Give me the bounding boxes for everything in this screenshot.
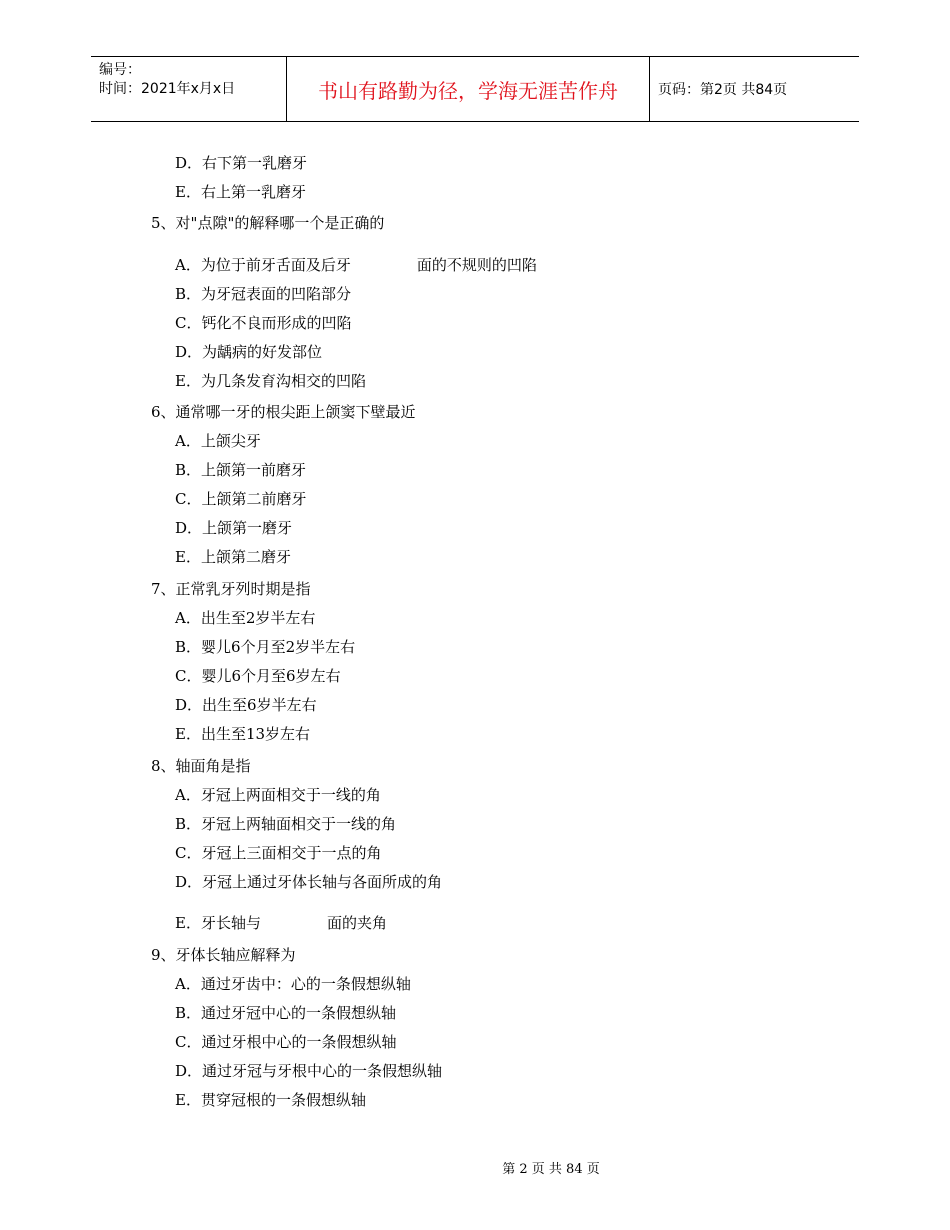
answer-option: [175, 609, 315, 627]
answer-option: [175, 183, 306, 201]
answer-option: [175, 696, 317, 714]
line-text: A．牙冠上两面相交于一线的角: [175, 786, 381, 804]
question-stem: [151, 580, 311, 598]
answer-option: [175, 975, 411, 993]
line-text-continued: 面的不规则的凹陷: [416, 256, 537, 274]
line-text: E．为几条发育沟相交的凹陷: [175, 372, 366, 390]
line-text: C．通过牙根中心的一条假想纵轴: [175, 1033, 397, 1051]
line-text: E．右上第一乳磨牙: [175, 183, 306, 201]
line-text: A．上颌尖牙: [175, 432, 261, 450]
line-text: D．牙冠上通过牙体长轴与各面所成的角: [175, 873, 443, 891]
line-text: D．通过牙冠与牙根中心的一条假想纵轴: [175, 1062, 443, 1080]
answer-option: [175, 725, 310, 743]
answer-option: [175, 914, 387, 932]
line-text: E．出生至13岁左右: [175, 725, 311, 743]
page-header: [91, 56, 859, 122]
line-text: B．牙冠上两轴面相交于一线的角: [175, 815, 397, 833]
header-page-code: 页码：第2页 共84页: [658, 82, 788, 98]
line-text: D．出生至6岁半左右: [175, 696, 317, 714]
answer-option: [175, 432, 261, 450]
answer-option: [175, 343, 322, 361]
line-text: C．钙化不良而形成的凹陷: [175, 314, 352, 332]
document-number-label: 编号：: [99, 62, 141, 78]
answer-option: [175, 372, 366, 390]
line-text: D．为龋病的好发部位: [175, 343, 323, 361]
line-text: 7、正常乳牙列时期是指: [151, 580, 311, 598]
line-text: B．为牙冠表面的凹陷部分: [175, 285, 352, 303]
answer-option: [175, 154, 307, 172]
document-time-label: 时间：2021年x月x日: [99, 81, 236, 97]
question-stem: [151, 214, 384, 232]
line-text: B．通过牙冠中心的一条假想纵轴: [175, 1004, 397, 1022]
line-text: B．上颌第一前磨牙: [175, 461, 307, 479]
page-footer: 第 2 页 共 84 页: [502, 1162, 600, 1177]
answer-option: [175, 873, 442, 891]
answer-option: [175, 844, 381, 862]
answer-option: [175, 815, 396, 833]
line-text: 5、对"点隙"的解释哪一个是正确的: [151, 214, 385, 232]
answer-option: [175, 548, 291, 566]
answer-option: [175, 1033, 396, 1051]
answer-option: [175, 490, 306, 508]
line-text: A．为位于前牙舌面及后牙: [175, 256, 351, 274]
line-text: C．上颌第二前磨牙: [175, 490, 307, 508]
line-text: C．牙冠上三面相交于一点的角: [175, 844, 382, 862]
question-stem: [151, 946, 296, 964]
line-text: D．上颌第一磨牙: [175, 519, 293, 537]
answer-option: [175, 1004, 396, 1022]
answer-option: [175, 667, 341, 685]
question-stem: [151, 757, 251, 775]
answer-option: [175, 314, 351, 332]
line-text: B．婴儿6个月至2岁半左右: [175, 638, 356, 656]
line-text: 8、轴面角是指: [151, 757, 251, 775]
line-text: 6、通常哪一牙的根尖距上颌窦下壁最近: [151, 403, 416, 421]
answer-option: [175, 461, 306, 479]
answer-option: [175, 1091, 366, 1109]
question-stem: [151, 403, 416, 421]
answer-option: [175, 285, 351, 303]
line-text: E．上颌第二磨牙: [175, 548, 291, 566]
line-text: E．牙长轴与: [175, 914, 261, 932]
line-text: A．出生至2岁半左右: [175, 609, 316, 627]
line-text-continued: 面的夹角: [326, 914, 387, 932]
line-text: E．贯穿冠根的一条假想纵轴: [175, 1091, 366, 1109]
answer-option: [175, 519, 292, 537]
line-text: A．通过牙齿中：心的一条假想纵轴: [175, 975, 411, 993]
line-text: D．右下第一乳磨牙: [175, 154, 308, 172]
answer-option: [175, 786, 381, 804]
header-meta: [91, 57, 286, 121]
header-motto: 书山有路勤为径，学海无涯苦作舟: [286, 57, 650, 121]
answer-option: [175, 638, 355, 656]
answer-option: [175, 256, 537, 274]
line-text: 9、牙体长轴应解释为: [151, 946, 296, 964]
answer-option: [175, 1062, 442, 1080]
line-text: C．婴儿6个月至6岁左右: [175, 667, 341, 685]
